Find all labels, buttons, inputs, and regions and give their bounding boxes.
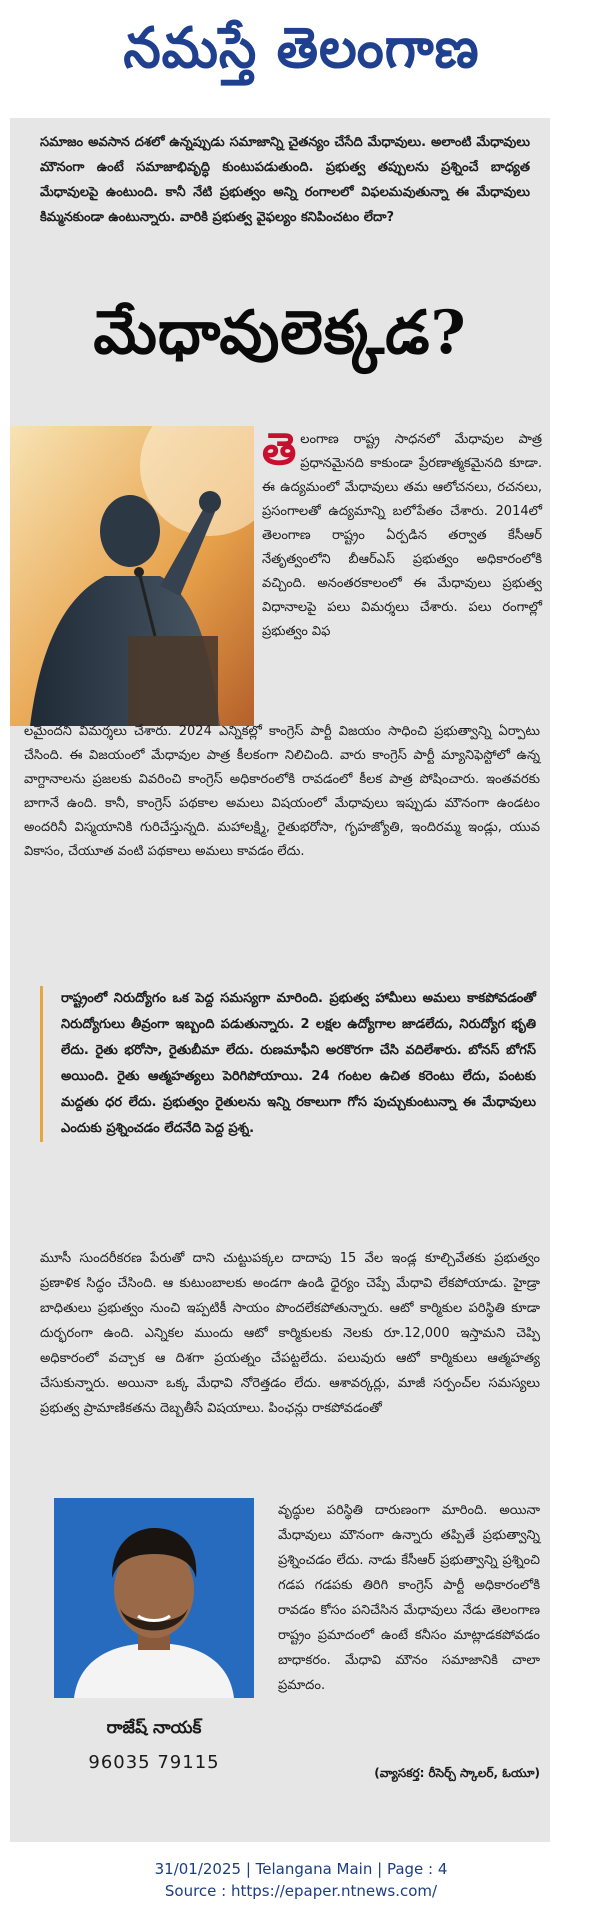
article-text-part4: వృద్ధుల పరిస్థితి దారుణంగా మారింది. అయినా మేధావులు మౌనంగా ఉన్నారు తప్పితే ప్రభుత్వాన్ని ప్రశ్నించడం లేదు. నాడు కేసీఆర్ ప్రభుత్వాన్ని ప్రశ్నించి గడప గడపకు తిరిగి కాంగ్రెస్ పార్టీ అధికారంలోకి రావడం కోసం పనిచేసిన మేధావులు నేడు తెలంగాణ రాష్ట్రం ప్రమాదంలో ఉంటే కనీసం మాట్లాడకపోవడం బాధాకరం. మేధావి మౌనం సమాజానికి చాలా ప్రమాదం. [278, 1503, 540, 1693]
footer-date-page: 31/01/2025 | Telangana Main | Page : 4 [154, 1860, 448, 1878]
masthead [0, 0, 602, 110]
newspaper-title: నమస్తే తెలంగాణ [122, 15, 480, 81]
article-clipping [10, 118, 550, 1842]
article-headline: మేధావులెక్కడ? [93, 298, 467, 368]
page-footer [0, 1858, 602, 1902]
article-text-part2: లమైందని విమర్శలు చేశారు. 2024 ఎన్నికల్లో కాంగ్రెస్ పార్టీ విజయం సాధించి ప్రభుత్వాన్ని ఏర్పాటు చేసింది. ఈ విజయంలో మేధావుల పాత్ర కీలకంగా నిలిచింది. వారు కాంగ్రెస్ పార్టీ మ్యానిఫెస్టోలో ఉన్న వాగ్దానాలను ప్రజలకు వివరించి కాంగ్రెస్ అధికారంలోకి రావడంలో కీలక పాత్ర పోషించారు. ఇంతవరకు బాగానే ఉంది. కానీ, కాంగ్రెస్ పథకాల అమలు విషయంలో మేధావులు ఇప్పుడు మౌనంగా ఉండటం అందరినీ విస్మయానికి గురిచేస్తున్నది. మహాలక్ష్మి, రైతుభరోసా, గృహజ్యోతి, ఇందిరమ్మ ఇండ్లు, యువ వికాసం, చేయూత వంటి పథకాలు అమలు కావడం లేదు. [24, 724, 540, 859]
author-photo [54, 1498, 254, 1698]
author-name: రాజేష్ నాయక్ [106, 1718, 202, 1738]
article-column-right-top [262, 424, 542, 644]
article-intro: సమాజం అవసాన దశలో ఉన్నప్పుడు సమాజాన్ని చైతన్యం చేసేది మేధావులు. అలాంటి మేధావులు మౌనంగా ఉంటే సమాజాభివృద్ధి కుంటుపడుతుంది. ప్రభుత్వ తప్పులను ప్రశ్నించే బాధ్యత మేధావులపై ఉంటుంది. కానీ నేటి ప్రభుత్వం అన్ని రంగాలలో విఫలమవుతున్నా ఈ మేధావులు కిమ్మనకుండా ఉంటున్నారు. వారికి ప్రభుత్వ వైఫల్యం కనిపించటం లేదా? [40, 135, 530, 225]
author-phone: 96035 79115 [88, 1752, 220, 1773]
dropcap-letter: తె [262, 424, 297, 475]
article-text-part3: మూసీ సుందరీకరణ పేరుతో దాని చుట్టుపక్కల దాదాపు 15 వేల ఇండ్ల కూల్చివేతకు ప్రభుత్వం ప్రణాళిక సిద్ధం చేసింది. ఆ కుటుంబాలకు అండగా ఉండి ధైర్యం చెప్పే మేధావి లేకపోయాడు. హైడ్రా బాధితులు ప్రభుత్వం నుంచి ఇప్పటికీ సాయం పొందలేకపోతున్నారు. ఆటో కార్మికుల పరిస్థితి కూడా దుర్భరంగా ఉంది. ఎన్నికల ముందు ఆటో కార్మికులకు నెలకు రూ.12,000 ఇస్తామని చెప్పి అధికారంలో వచ్చాక ఆ దిశగా ప్రయత్నం చేపట్టలేదు. పలువురు ఆటో కార్మికులు ఆత్మహత్య చేసుకున్నారు. అయినా ఒక్క మేధావి నోరెత్తడం లేదు. ఆశావర్కర్లు, మాజీ సర్పంచ్‌ల సమస్యలు ప్రభుత్వ ప్రామాణికతను దెబ్బతీసే విషయాలు. పింఛన్లు రాకపోవడంతో [40, 1251, 540, 1416]
speaker-illustration [10, 426, 254, 726]
footer-source: Source : https://epaper.ntnews.com/ [164, 1882, 438, 1900]
author-designation: (వ్యాసకర్త: రీసెర్చ్ స్కాలర్, ఓయూ) [374, 1766, 540, 1780]
article-text-part1: లంగాణ రాష్ట్ర సాధనలో మేధావుల పాత్ర ప్రధానమైనది కాకుండా ప్రేరణాత్మకమైనది కూడా. ఈ ఉద్యమంలో మేధావులు తమ ఆలోచనలు, రచనలు, ప్రసంగాలతో ఉద్యమాన్ని బలోపేతం చేశారు. 2014లో తెలంగాణ రాష్ట్రం ఏర్పడిన తర్వాత కేసీఆర్ నేతృత్వంలోని బీఆర్‌ఎస్ ప్రభుత్వం అధికారంలోకి వచ్చింది. అనంతరకాలంలో ఈ మేధావులు ప్రభుత్వ విధానాలపై పలు విమర్శలు చేశారు. పలు రంగాల్లో ప్రభుత్వం విఫ [262, 432, 542, 639]
article-highlight-block: రాష్ట్రంలో నిరుద్యోగం ఒక పెద్ద సమస్యగా మారింది. ప్రభుత్వ హామీలు అమలు కాకపోవడంతో నిరుద్యోగులు తీవ్రంగా ఇబ్బంది పడుతున్నారు. 2 లక్షల ఉద్యోగాల జాడలేదు, నిరుద్యోగ భృతి లేదు. రైతు భరోసా, రైతుబీమా లేదు. రుణమాఫీని అరకొరగా చేసి వదిలేశారు. బోనస్ బోగస్ అయింది. రైతు ఆత్మహత్యలు పెరిగిపోయాయి. 24 గంటల ఉచిత కరెంటు లేదు, పంటకు మద్దతు ధర లేదు. ప్రభుత్వం రైతులను ఇన్ని రకాలుగా గోస పుచ్చుకుంటున్నా ఈ మేధావులు ఎందుకు ప్రశ్నించడం లేదనేది పెద్ద ప్రశ్న. [40, 986, 536, 1142]
